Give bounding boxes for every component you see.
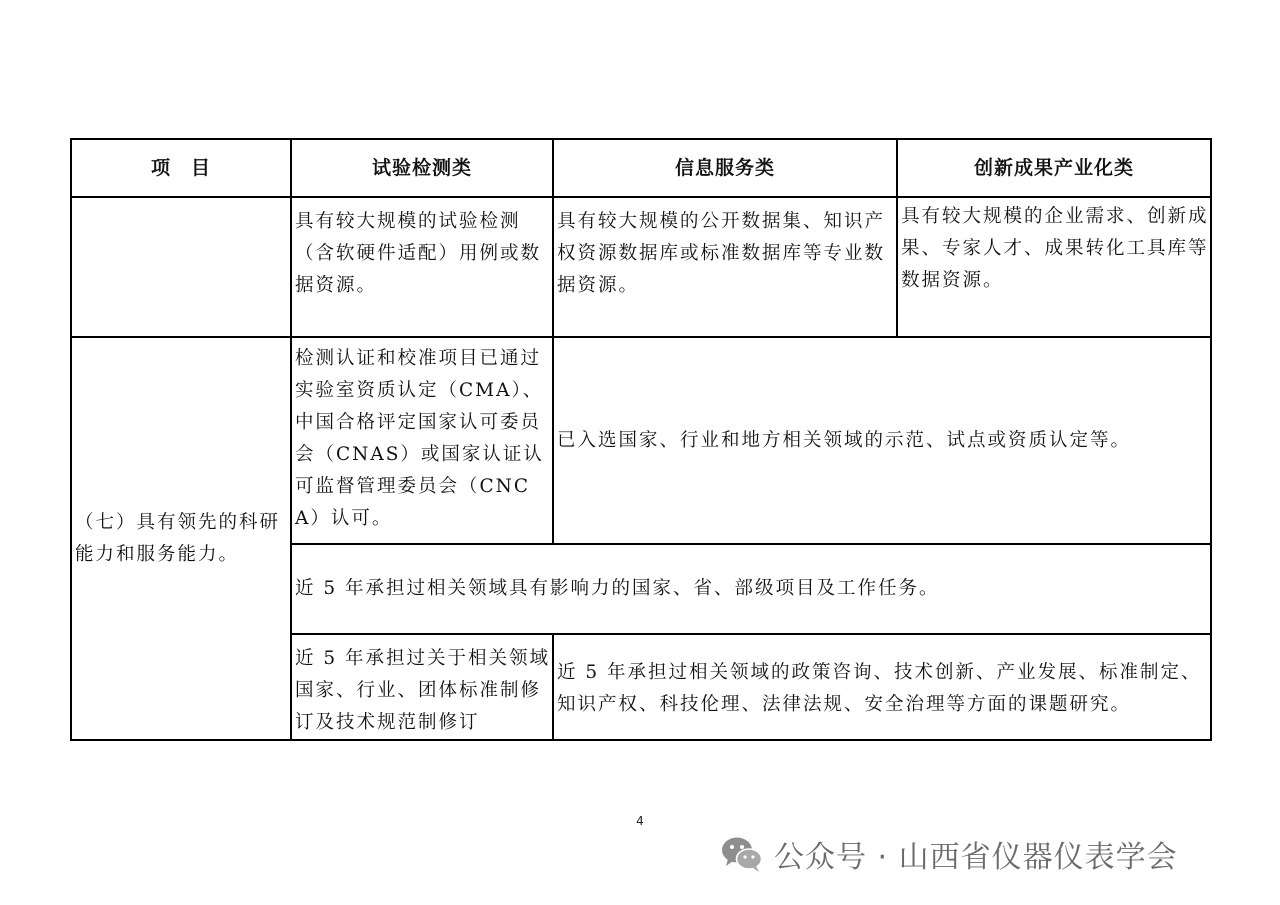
section-seven-label: （七）具有领先的科研能力和服务能力。 [71,337,291,740]
watermark-text: 公众号 · 山西省仪器仪表学会 [774,840,1178,875]
watermark [720,832,1178,876]
cell-certification-other: 已入选国家、行业和地方相关领域的示范、试点或资质认定等。 [553,337,1211,544]
table-header-row [71,139,1211,197]
cell-national-projects: 近 5 年承担过相关领域具有影响力的国家、省、部级项目及工作任务。 [291,544,1211,634]
cell-test-data-resources: 具有较大规模的试验检测（含软硬件适配）用例或数据资源。 [291,197,553,337]
cell-research-topics: 近 5 年承担过相关领域的政策咨询、技术创新、产业发展、标准制定、知识产权、科技伦理、法律法规、安全治理等方面的课题研究。 [553,634,1211,740]
header-information-service: 信息服务类 [553,139,897,197]
empty-item-cell [71,197,291,337]
wechat-icon [720,834,764,874]
table-row [71,337,1211,544]
requirements-table [70,138,1212,741]
page-number: 4 [636,814,644,828]
header-test-inspection: 试验检测类 [291,139,553,197]
cell-standards-revision: 近 5 年承担过关于相关领域国家、行业、团体标准制修订及技术规范制修订 [291,634,553,740]
cell-innovation-data-resources: 具有较大规模的企业需求、创新成果、专家人才、成果转化工具库等数据资源。 [897,197,1211,337]
header-innovation-industrialization: 创新成果产业化类 [897,139,1211,197]
header-item: 项 目 [71,139,291,197]
cell-certification-test: 检测认证和校准项目已通过实验室资质认定（CMA）、中国合格评定国家认可委员会（CNAS）或国家认证认可监督管理委员会（CNCA）认可。 [291,337,553,544]
cell-info-data-resources: 具有较大规模的公开数据集、知识产权资源数据库或标准数据库等专业数据资源。 [553,197,897,337]
table-row [71,197,1211,337]
